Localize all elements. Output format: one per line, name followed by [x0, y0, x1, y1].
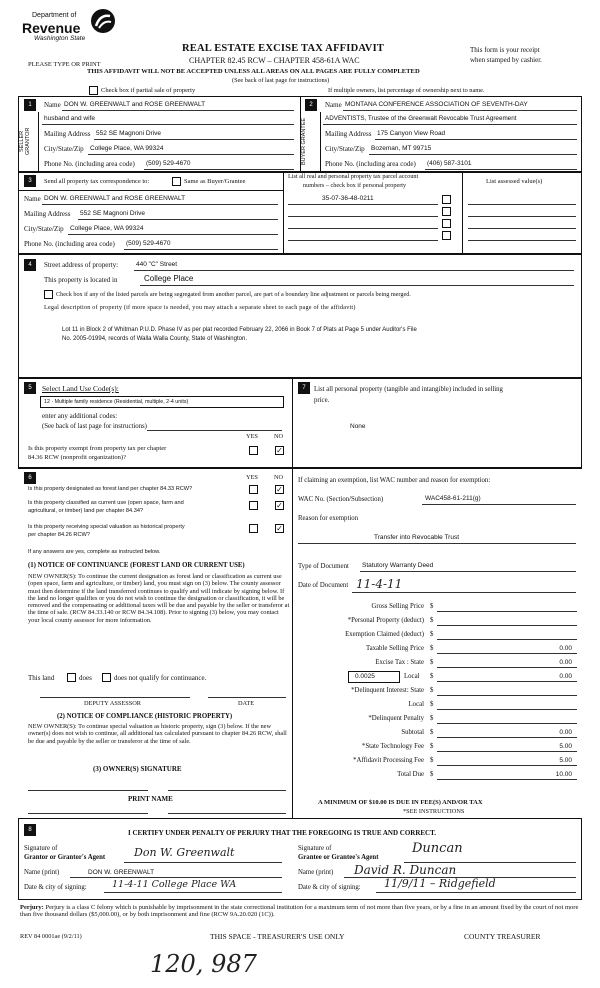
forest-yes-checkbox[interactable]: [249, 485, 258, 494]
section-5-number: 5: [24, 382, 36, 394]
local2-label: Local: [408, 701, 424, 708]
buyer-name-label: Name: [325, 101, 342, 109]
wac-label: WAC No. (Section/Subsection): [298, 496, 384, 503]
legal-label: Legal description of property (if more space is needed, you may attach a separate sheet to each page of the affidavit): [44, 304, 356, 311]
buyer-side-label: BUYER GRANTEE: [301, 117, 307, 165]
parcel-header-1: List all real and personal property tax parcel account: [288, 173, 419, 180]
see-instructions: *SEE INSTRUCTIONS: [403, 808, 465, 815]
treasurer-use: THIS SPACE - TREASURER'S USE ONLY: [210, 932, 345, 941]
corr-city-label: City/State/Zip: [24, 225, 64, 233]
s6-q2-1: Is this property classified as current use (open space, farm and: [28, 500, 184, 506]
affidavit-fee-currency: $: [430, 757, 434, 764]
section-4-number: 4: [24, 259, 36, 271]
same-as-buyer-checkbox[interactable]: [172, 177, 181, 186]
land-use-label: Select Land Use Code(s):: [42, 384, 119, 393]
seller-name-1: DON W. GREENWALT and ROSE GREENWALT: [64, 101, 206, 108]
dept-line3: Washington State: [34, 35, 86, 42]
form-chapter: CHAPTER 82.45 RCW – CHAPTER 458-61A WAC: [189, 56, 360, 65]
parcel-account-1: 35-07-36-48-0211: [322, 195, 374, 202]
taxable-value: 0.00: [559, 645, 572, 652]
seller-mailing-label: Mailing Address: [44, 130, 91, 138]
street-label: Street address of property:: [44, 261, 119, 269]
land-use-yes: YES: [246, 433, 258, 440]
assessed-header: List assessed value(s): [486, 178, 543, 185]
parcel-2-checkbox[interactable]: [442, 207, 451, 216]
forest-no-checkbox[interactable]: ✓: [276, 485, 283, 494]
personal-property-label-1: List all personal property (tangible and intangible) included in selling: [314, 386, 503, 393]
s6-q3-2: per chapter 84.26 RCW?: [28, 532, 90, 538]
revenue-emblem-icon: [90, 8, 116, 34]
grantor-signature: Don W. Greenwalt: [134, 846, 235, 859]
deputy-assessor-label: DEPUTY ASSESSOR: [84, 700, 141, 707]
grantee-signature: Duncan: [412, 841, 463, 856]
does-checkbox[interactable]: [67, 673, 76, 682]
exempt-q2: 84.36 RCW (nonprofit organization)?: [28, 454, 126, 461]
perjury-text: Perjury is a class C felony which is punishable by imprisonment in the state correctional institution for a maximum term of not more than five years, or by a fine in an amount fixed by the court of not more than five thousand dollars ($5,000.00), or by both imprisonment and fine (RCW 9A.20.020 (1C)).: [20, 904, 579, 919]
excise-state-label: Excise Tax : State: [375, 659, 424, 666]
tech-fee-value: 5.00: [559, 743, 572, 750]
historic-yes-checkbox[interactable]: [249, 524, 258, 533]
print-name-label: PRINT NAME: [128, 795, 173, 803]
seller-phone-label: Phone No. (including area code): [44, 160, 135, 168]
does-not-checkbox[interactable]: [102, 673, 111, 682]
land-use-no: NO: [274, 433, 284, 440]
grantee-date-label: Date & city of signing:: [298, 884, 361, 891]
county-treasurer: COUNTY TREASURER: [464, 932, 541, 941]
buyer-city-label: City/State/Zip: [325, 145, 365, 153]
grantee-sig-label-1: Signature of: [298, 845, 332, 852]
segregated-checkbox[interactable]: [44, 290, 53, 299]
local-rate: 0.0025: [355, 673, 375, 680]
form-title: REAL ESTATE EXCISE TAX AFFIDAVIT: [182, 43, 385, 54]
delinquent-interest-label: *Delinquent Interest: State: [351, 687, 424, 694]
corr-phone-label: Phone No. (including area code): [24, 240, 115, 248]
subtotal-label: Subtotal: [401, 729, 424, 736]
exempt-no-checkbox[interactable]: ✓: [276, 446, 283, 455]
buyer-phone: (406) 587-3101: [427, 160, 472, 167]
does-label: does: [79, 674, 92, 682]
parcel-4-checkbox[interactable]: [442, 231, 451, 240]
doc-type-label: Type of Document: [298, 563, 349, 570]
land-use-code: 12 · Multiple family residence (Residential, multiple, 2-4 units): [44, 399, 189, 405]
reason-label: Reason for exemption: [298, 515, 359, 522]
buyer-phone-label: Phone No. (including area code): [325, 160, 416, 168]
seller-city-label: City/State/Zip: [44, 145, 84, 153]
corr-mailing-label: Mailing Address: [24, 210, 71, 218]
s6-if-yes: If any answers are yes, complete as instructed below.: [28, 549, 161, 555]
this-land-label: This land: [28, 674, 55, 682]
delinquent-interest-currency: $: [430, 687, 434, 694]
section-8-number: 8: [24, 824, 36, 836]
located-city: College Place: [144, 274, 194, 283]
section-6-number: 6: [24, 472, 36, 484]
handwritten-number: 120, 987: [150, 950, 257, 978]
section-7-number: 7: [298, 382, 310, 394]
corr-phone: (509) 529-4670: [126, 240, 171, 247]
land-use-see-back: (See back of last page for instructions): [42, 423, 147, 430]
grantee-name-label: Name (print): [298, 869, 334, 876]
seller-side-label: SELLER GRANTOR: [19, 127, 31, 155]
buyer-city: Bozeman, MT 99715: [371, 145, 432, 152]
wac-number: WAC458-61-211(g): [425, 495, 481, 502]
taxable-currency: $: [430, 645, 434, 652]
parcel-header-2: numbers – check box if personal property: [303, 182, 407, 189]
local2-currency: $: [430, 701, 434, 708]
grantor-sig-label-2: Grantor or Grantor's Agent: [24, 854, 106, 861]
excise-state-currency: $: [430, 659, 434, 666]
doc-date-label: Date of Document: [298, 582, 349, 589]
grantor-date-label: Date & city of signing:: [24, 884, 87, 891]
legal-line-2: No. 2005-01994, records of Walla Walla County, State of Washington.: [62, 336, 247, 342]
grantor-sig-label-1: Signature of: [24, 845, 58, 852]
legal-line-1: Lot 11 in Block 2 of Whitman P.U.D. Phase IV as per plat recorded February 22, 2066 in Book 7 of Plats at Page 5 under Auditor's File: [62, 327, 417, 333]
rev-number: REV 84 0001ae (9/2/11): [20, 933, 82, 940]
grantor-name-label: Name (print): [24, 869, 60, 876]
local-rate-box[interactable]: [348, 671, 400, 683]
local-label: Local: [404, 673, 420, 680]
exemption-label: If claiming an exemption, list WAC number and reason for exemption:: [298, 477, 491, 484]
partial-sale-checkbox[interactable]: [89, 86, 98, 95]
revenue-logo: [22, 8, 122, 52]
doc-date: 11-4-11: [356, 577, 403, 591]
gross-label: Gross Selling Price: [371, 603, 424, 610]
current-use-no-checkbox[interactable]: ✓: [276, 501, 283, 510]
notice2-body: NEW OWNER(S): To continue special valuation as historic property, sign (3) below. If the new owner(s) does not wish to continue, all additional tax calculated pursuant to chapter 84.26 RCW, shall be due and payable by the seller or transferor at the time of sale.: [28, 723, 287, 745]
additional-codes-label: enter any additional codes:: [42, 412, 118, 420]
exemption-reason: Transfer into Revocable Trust: [374, 534, 460, 541]
buyer-mailing-label: Mailing Address: [325, 130, 372, 138]
buyer-name-2: ADVENTISTS, Trustee of the Greenwalt Revocable Trust Agreement: [325, 115, 517, 122]
doc-type: Statutory Warranty Deed: [362, 562, 434, 569]
current-use-yes-checkbox[interactable]: [249, 501, 258, 510]
personal-property-value: None: [350, 423, 366, 430]
grantee-name: David R. Duncan: [354, 863, 457, 877]
same-as-buyer-label: Same as Buyer/Grantee: [184, 178, 246, 185]
please-type: PLEASE TYPE OR PRINT: [28, 61, 101, 68]
corr-city: College Place, WA 99324: [70, 225, 144, 232]
street-address: 440 "C" Street: [136, 261, 178, 268]
notice2-title: (2) NOTICE OF COMPLIANCE (HISTORIC PROPERTY): [57, 713, 233, 720]
owner-signature-label: (3) OWNER(S) SIGNATURE: [93, 765, 182, 773]
segregated-label: Check box if any of the listed parcels are being segregated from another parcel, are part of a boundary line adjustment or parcels being merged.: [56, 291, 411, 298]
section-1-number: 1: [24, 99, 36, 111]
receipt-line1: This form is your receipt: [470, 46, 540, 54]
certify-statement: I CERTIFY UNDER PENALTY OF PERJURY THAT THE FOREGOING IS TRUE AND CORRECT.: [128, 829, 437, 837]
parcel-3-checkbox[interactable]: [442, 219, 451, 228]
s6-q2-2: agricultural, or timber) land per chapter 84.34?: [28, 508, 144, 514]
exemption-deduct-label: Exemption Claimed (deduct): [345, 631, 424, 638]
personal-deduct-label: *Personal Property (deduct): [347, 617, 424, 624]
seller-name-label: Name: [44, 101, 61, 109]
grantee-date-city: 11/9/11 – Ridgefield: [384, 877, 496, 890]
section-4: [18, 254, 582, 378]
grantor-date-city: 11-4-11 College Place WA: [112, 879, 237, 890]
personal-property-label-2: price.: [314, 397, 330, 404]
subtotal-value: 0.00: [559, 729, 572, 736]
partial-sale-label: Check box if partial sale of property: [101, 87, 196, 94]
seller-city: College Place, WA 99324: [90, 145, 164, 152]
affidavit-fee-label: *Affidavit Processing Fee: [353, 757, 424, 764]
located-label: This property is located in: [44, 276, 118, 284]
grantee-sig-label-2: Grantee or Grantee's Agent: [298, 854, 379, 861]
exemption-currency: $: [430, 631, 434, 638]
s6-no: NO: [274, 474, 284, 481]
dept-line2: Revenue: [22, 20, 81, 36]
gross-currency: $: [430, 603, 434, 610]
section-2-number: 2: [305, 99, 317, 111]
multiple-owners-note: If multiple owners, list percentage of ownership next to name.: [328, 87, 485, 94]
grantor-name: DON W. GREENWALT: [88, 869, 155, 876]
receipt-line2: when stamped by cashier.: [470, 56, 542, 64]
warning-text: THIS AFFIDAVIT WILL NOT BE ACCEPTED UNLESS ALL AREAS ON ALL PAGES ARE FULLY COMPLETED: [87, 68, 420, 75]
tech-fee-label: *State Technology Fee: [361, 743, 424, 750]
total-currency: $: [430, 771, 434, 778]
land-use-select[interactable]: [40, 396, 284, 408]
corr-name: DON W. GREENWALT and ROSE GREENWALT: [44, 195, 186, 202]
corr-mailing: 552 SE Magnoni Drive: [80, 210, 146, 217]
parcel-1-checkbox[interactable]: [442, 195, 451, 204]
local-currency: $: [430, 673, 434, 680]
exempt-q1: Is this property exempt from property tax per chapter: [28, 445, 167, 452]
exempt-yes-checkbox[interactable]: [249, 446, 258, 455]
perjury-label: Perjury:: [20, 904, 44, 911]
local-value: 0.00: [559, 673, 572, 680]
excise-state-value: 0.00: [559, 659, 572, 666]
perjury-notice: [20, 904, 582, 919]
personal-currency: $: [430, 617, 434, 624]
s6-yes: YES: [246, 474, 258, 481]
historic-no-checkbox[interactable]: ✓: [276, 524, 283, 533]
affidavit-fee-value: 5.00: [559, 757, 572, 764]
buyer-name-1: MONTANA CONFERENCE ASSOCIATION OF SEVENTH-DAY: [345, 101, 528, 108]
s6-q3-1: Is this property receiving special valuation as historical property: [28, 524, 185, 530]
see-back-header: (See back of last page for instructions): [232, 77, 330, 84]
seller-name-2: husband and wife: [44, 115, 95, 122]
corr-name-label: Name: [24, 195, 41, 203]
taxable-label: Taxable Selling Price: [365, 645, 424, 652]
dept-line1: Department of: [32, 12, 77, 19]
notice1-title: (1) NOTICE OF CONTINUANCE (FOREST LAND OR CURRENT USE): [28, 562, 245, 569]
tech-fee-currency: $: [430, 743, 434, 750]
total-label: Total Due: [397, 771, 424, 778]
date-label: DATE: [238, 700, 255, 707]
notice1-body: NEW OWNER(S): To continue the current designation as forest land or classification as current use (open space, farm and agriculture, or timber) land, you must sign on (3) below. The county assessor must then determine if the land transferred continues to qualify and will indicate by signing below. If the land no longer qualifies or you do not wish to continue the designation or classification, it will be removed and the compensating or additional taxes will be due and payable by the seller or transferor at the time of sale. (RCW 84.33.140 or RCW 84.34.108). Prior to signing (3) below, you may contact your local county assessor for more information.: [28, 573, 290, 624]
s6-q1: Is this property designated as forest land per chapter 84.33 RCW?: [28, 486, 193, 492]
seller-mailing: 552 SE Magnoni Drive: [96, 130, 162, 137]
section-3-number: 3: [24, 175, 36, 187]
total-value: 10.00: [555, 771, 572, 778]
delinquent-penalty-label: *Delinquent Penalty: [368, 715, 424, 722]
buyer-mailing: 175 Canyon View Road: [377, 130, 446, 137]
delinquent-penalty-currency: $: [430, 715, 434, 722]
does-not-label: does not qualify for continuance.: [114, 674, 207, 682]
correspondence-label: Send all property tax correspondence to:: [44, 178, 150, 185]
minimum-note: A MINIMUM OF $10.00 IS DUE IN FEE(S) AND/OR TAX: [318, 799, 483, 806]
seller-phone: (509) 529-4670: [146, 160, 191, 167]
subtotal-currency: $: [430, 729, 434, 736]
